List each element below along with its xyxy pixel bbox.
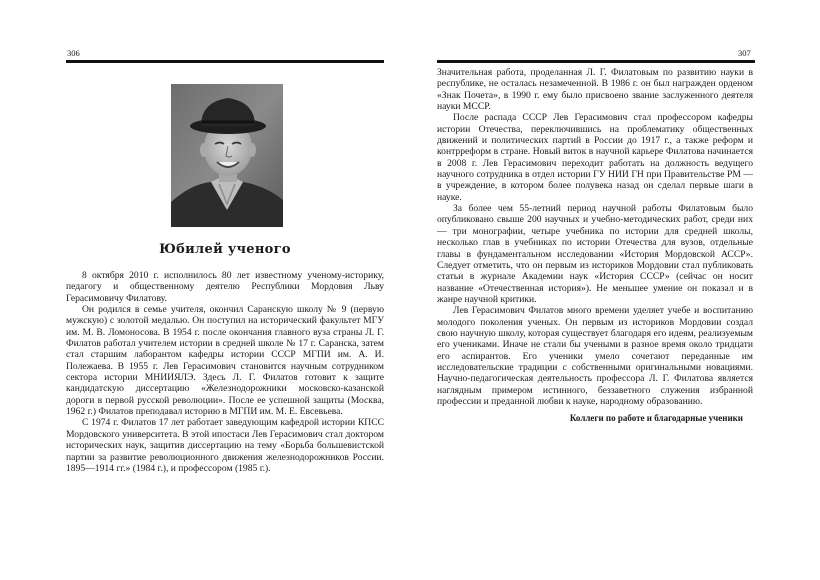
header-rule-left (66, 60, 384, 63)
paragraph: Он родился в семье учителя, окончил Саранскую школу № 9 (первую мужскую) с золотой медалью. Он поступил на исторический факультет МГУ им. М. В. Ломоносова. В 1954 г. после окончания главного вуза страны Л. Г. Филатов работал учителем истории в средней школе № 17 г. Саранска, затем стал старшим лаборантом кафедры истории СССР МГПИ им. А. И. Полежаева. В 1955 г. Лев Герасимович становится научным сотрудником сектора истории МНИИЯЛЭ. Здесь Л. Г. Филатов готовит к защите кандидатскую диссертацию «Железнодорожники московско-казанской дороги в первой русской революции». После ее успешной защиты (Москва, 1962 г.) Филатов преподавал историю в МГПИ им. М. Е. Евсевьева. (66, 304, 384, 418)
paragraph: Значительная работа, проделанная Л. Г. Филатовым по развитию науки в республике, не осталась незамеченной. В 1986 г. он был награжден орденом «Знак Почета», в 1990 г. ему было присвоено звание заслуженного деятеля науки МССР. (437, 67, 753, 113)
page-number-right: 307 (738, 48, 751, 58)
paragraph: Лев Герасимович Филатов много времени уделяет учебе и воспитанию молодого поколения ученых. Он первым из историков Мордовии создал свою научную школу, которая существует благодаря его идеям, реализуемым его учениками. Иначе не стали бы учеными в разное время около тридцати его аспирантов. Его ученики умело сочетают переданные им исследовательские традиции с собственными оригинальными новациями. Научно-педагогическая деятельность профессора Л. Г. Филатова является наглядным примером истинного, беззаветного служения избранной профессии и преданной любви к науке, народному образованию. (437, 305, 753, 407)
signature: Коллеги по работе и благодарные ученики (569, 413, 743, 424)
article-title: Юбилей ученого (159, 242, 291, 257)
paragraph: За более чем 55-летний период научной работы Филатовым было опубликовано свыше 200 научных и учебно-методических работ, среди них — три монографии, четыре учебника по истории для средней школы, несколько глав в учебниках по истории Отечества для вузов, отдельные главы в фундаментальном исследовании «История Мордовской АССР». Следует отметить, что он первым из историков Мордовии стал публиковать статьи в журнале Академии наук «История СССР» (сейчас он носит название «Отечественная история»). Не меньшее умение он показал и в жанре научной критики. (437, 203, 753, 305)
header-rule-right (437, 60, 755, 63)
portrait-photo (171, 84, 283, 227)
paragraph: 8 октября 2010 г. исполнилось 80 лет известному ученому-историку, педагогу и общественному деятелю Республики Мордовия Льву Герасимовичу Филатову. (66, 270, 384, 304)
left-page-text (66, 270, 384, 474)
right-page-text (437, 67, 753, 425)
page-number-left: 306 (67, 48, 80, 58)
paragraph: С 1974 г. Филатов 17 лет работает заведующим кафедрой истории КПСС Мордовского университета. В этой ипостаси Лев Герасимович стал доктором исторических наук, защитив диссертацию на тему «Борьба большевистской партии за развитие революционного движения железнодорожников России. 1895—1914 гг.» (1984 г.), и профессором (1985 г.). (66, 417, 384, 474)
paragraph: После распада СССР Лев Герасимович стал профессором кафедры истории Отечества, переключившись на проблематику общественных движений и политических партий в России до 1917 г., а также реформ и контрреформ в стране. Новый виток в научной карьере Филатова начинается в 2008 г. Лев Герасимович переходит работать на должность ведущего научного сотрудника в отдел истории ГУ НИИ ГН при Правительстве РМ — в учреждение, в котором более полувека назад он сделал первые шаги в науке. (437, 112, 753, 203)
